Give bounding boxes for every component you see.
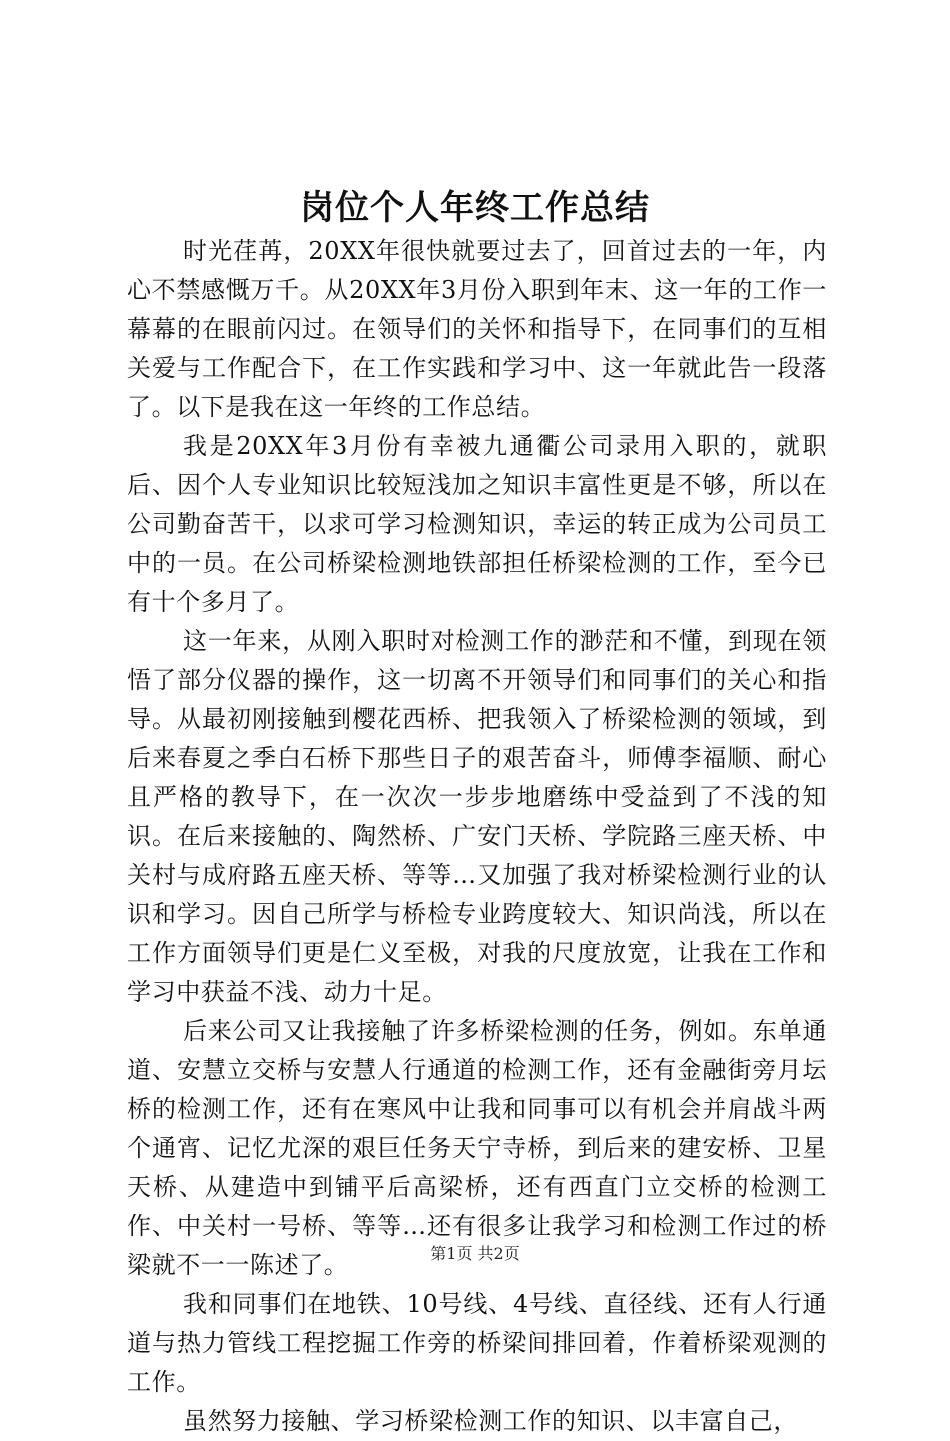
paragraph: 我是20XX年3月份有幸被九通衢公司录用入职的，就职后、因个人专业知识比较短浅加之知识丰富性更是不够，所以在公司勤奋苦干，以求可学习检测知识，幸运的转正成为公司员工中的一员。在公司桥梁检测地铁部担任桥梁检测的工作，至今已有十个多月了。 — [127, 432, 827, 616]
document-title: 岗位个人年终工作总结 — [300, 188, 650, 228]
paragraph: 虽然努力接触、学习桥梁检测工作的知识、以丰富自己， — [183, 1407, 798, 1435]
paragraph: 这一年来，从刚入职时对检测工作的渺茫和不懂，到现在领悟了部分仪器的操作，这一切离不开领导们和同事们的关心和指导。从最初刚接触到樱花西桥、把我领入了桥梁检测的领域，到后来春夏之季白石桥下那些日子的艰苦奋斗，师傅李福顺、耐心且严格的教导下，在一次次一步步地磨练中受益到了不浅的知识。在后来接触的、陶然桥、广安门天桥、学院路三座天桥、中关村与成府路五座天桥、等等…又加强了我对桥梁检测行业的认识和学习。因自己所学与桥检专业跨度较大、知识尚浅，所以在工作方面领导们更是仁义至极，对我的尺度放宽，让我在工作和学习中获益不浅、动力十足。 — [127, 627, 827, 1006]
paragraph: 我和同事们在地铁、10号线、4号线、直径线、还有人行通道与热力管线工程挖掘工作旁的桥梁间排回着，作着桥梁观测的工作。 — [127, 1290, 827, 1396]
paragraph: 后来公司又让我接触了许多桥梁检测的任务，例如。东单通道、安慧立交桥与安慧人行通道的检测工作，还有金融街旁月坛桥的检测工作，还有在寒风中让我和同事可以有机会并肩战斗两个通宵、记忆尤深的艰巨任务天宁寺桥，到后来的建安桥、卫星天桥、从建造中到铺平后高梁桥，还有西直门立交桥的检测工作、中关村一号桥、等等…还有很多让我学习和检测工作过的桥梁就不一一陈述了。 — [127, 1017, 827, 1279]
page-number-footer: 第1页 共2页 — [430, 1244, 520, 1263]
paragraph: 时光荏苒，20XX年很快就要过去了，回首过去的一年，内心不禁感慨万千。从20XX年3月份入职到年末、这一年的工作一幕幕的在眼前闪过。在领导们的关怀和指导下，在同事们的互相关爱与工作配合下，在工作实践和学习中、这一年就此告一段落了。以下是我在这一年终的工作总结。 — [127, 237, 827, 421]
